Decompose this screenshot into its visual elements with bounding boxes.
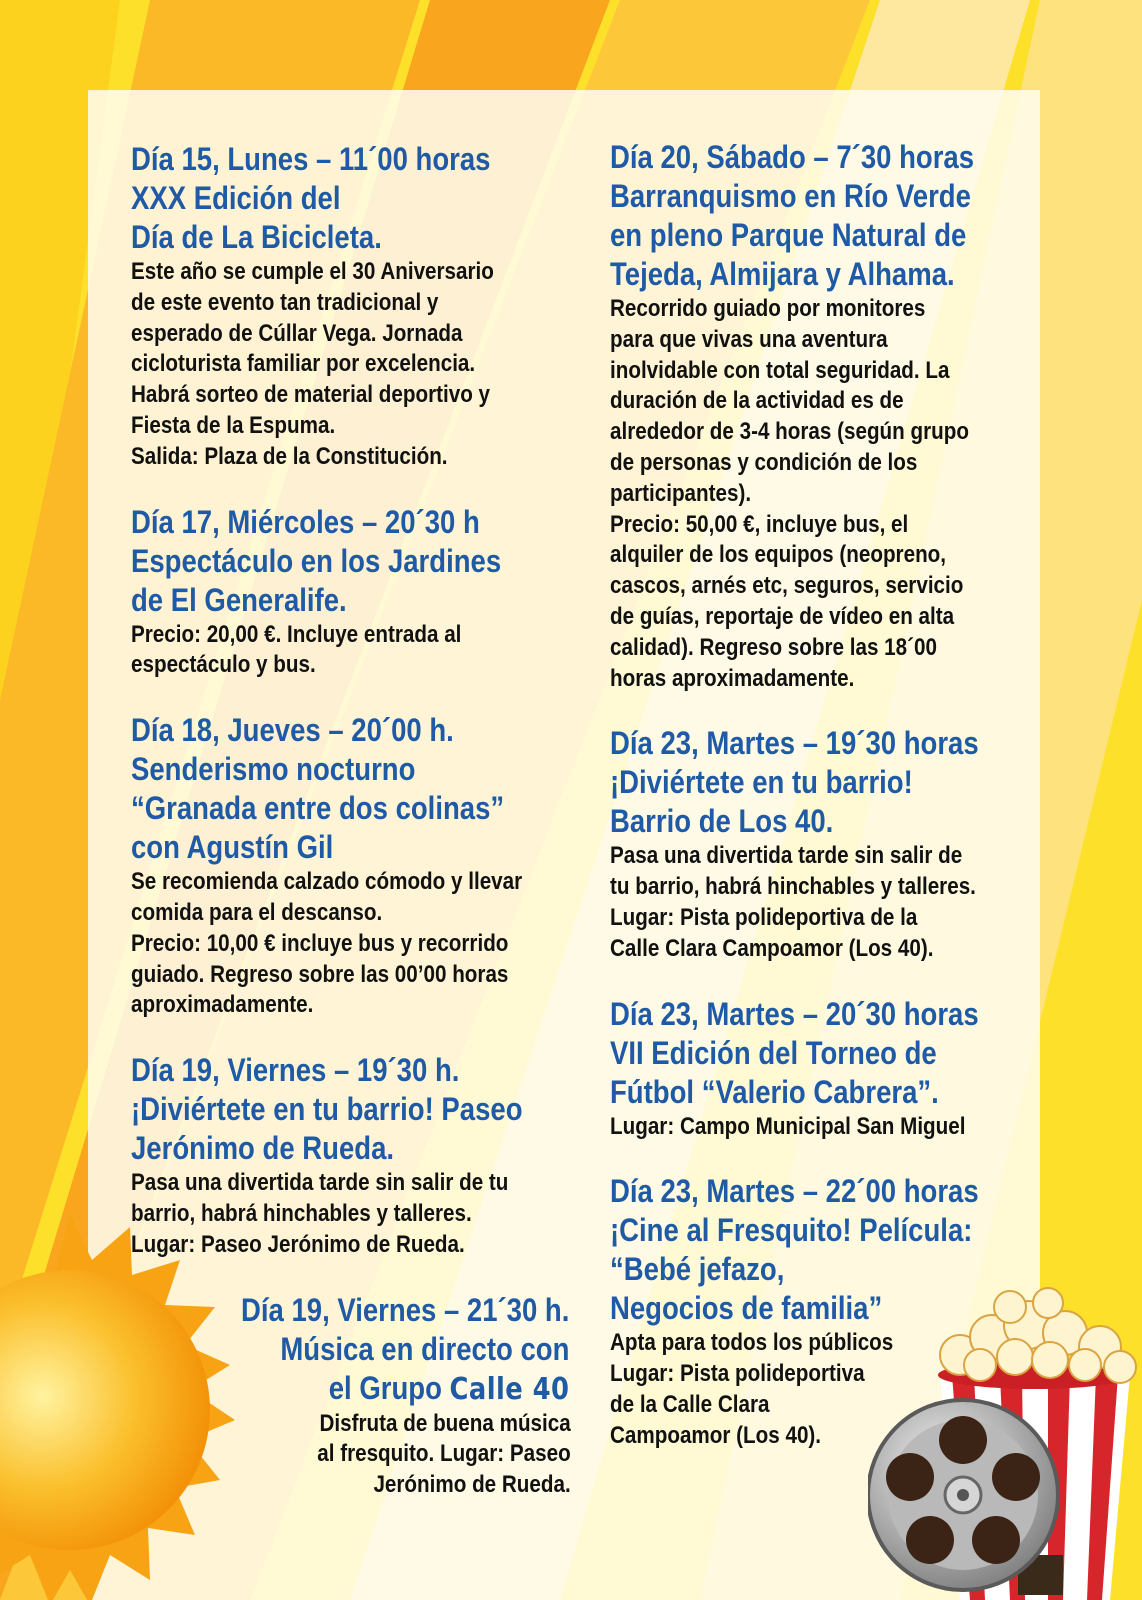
- event-heading: Día 23, Martes – 22´00 horas ¡Cine al Fresquito! Película: “Bebé jefazo, Negocios de familia”: [610, 1173, 979, 1327]
- event-heading: Día 17, Miércoles – 20´30 h Espectáculo en los Jardines de El Generalife.: [131, 503, 502, 618]
- event-night-hiking: [131, 711, 571, 1021]
- event-generalife-show: [131, 503, 571, 682]
- event-live-music: [131, 1291, 571, 1501]
- event-description: Apta para todos los públicos Lugar: Pista polideportiva de la Calle Clara Campoamor (Los 40).: [610, 1329, 894, 1449]
- event-description: Recorrido guiado por monitores para que vivas una aventura inolvidable con total seguridad. La duración de la actividad es de alrededor de 3-4 horas (según grupo de personas y condición de los participantes). Precio: 50,00 €, incluye bus, el alquiler de los equipos (neopreno, cascos, arnés etc, seguros, servicio de guías, reportaje de vídeo en alta calidad). Regreso sobre las 18´00 horas aproximadamente.: [610, 295, 969, 692]
- event-heading: Día 18, Jueves – 20´00 h. Senderismo nocturno “Granada entre dos colinas” con Agustín Gil: [131, 712, 505, 866]
- event-heading: Día 23, Martes – 20´30 horas VII Edición del Torneo de Fútbol “Valerio Cabrera”.: [610, 995, 979, 1110]
- event-description: Pasa una divertida tarde sin salir de tu barrio, habrá hinchables y talleres. Lugar: Paseo Jerónimo de Rueda.: [131, 1169, 509, 1258]
- right-column: [610, 138, 1020, 1482]
- event-heading: Día 19, Viernes – 19´30 h. ¡Diviértete en tu barrio! Paseo Jerónimo de Rueda.: [131, 1052, 523, 1167]
- event-neighborhood-fun-paseo: [131, 1051, 571, 1260]
- event-bicycle-day: [131, 140, 571, 473]
- event-description: Pasa una divertida tarde sin salir de tu barrio, habrá hinchables y talleres. Lugar: Pista polideportiva de la Calle Clara Campoamor (Los 40).: [610, 842, 976, 962]
- band-name: Calle 40: [449, 1371, 570, 1407]
- left-column: [131, 140, 571, 1531]
- event-description: Este año se cumple el 30 Aniversario de este evento tan tradicional y esperado de Cúllar Vega. Jornada cicloturista familiar por excelencia. Habrá sorteo de material deportivo y Fiesta de la Espuma. Salida: Plaza de la Constitución.: [131, 258, 494, 470]
- event-outdoor-cinema: [610, 1172, 1020, 1451]
- event-description: Se recomienda calzado cómodo y llevar comida para el descanso. Precio: 10,00 € incluye bus y recorrido guiado. Regreso sobre las 00’00 horas aproximadamente.: [131, 868, 523, 1019]
- event-description: Lugar: Campo Municipal San Miguel: [610, 1112, 966, 1140]
- event-heading: Día 23, Martes – 19´30 horas ¡Diviértete en tu barrio! Barrio de Los 40.: [610, 725, 979, 840]
- event-canyoning: [610, 138, 1020, 694]
- event-football-tournament: [610, 995, 1020, 1143]
- event-heading: Día 15, Lunes – 11´00 horas XXX Edición del Día de La Bicicleta.: [131, 141, 491, 255]
- event-heading: Día 20, Sábado – 7´30 horas Barranquismo en Río Verde en pleno Parque Natural de Tejeda, Almijara y Alhama.: [610, 139, 975, 292]
- event-description: Precio: 20,00 €. Incluye entrada al espectáculo y bus.: [131, 620, 462, 679]
- event-heading: Día 19, Viernes – 21´30 h. Música en directo con el Grupo Calle 40: [241, 1291, 570, 1407]
- event-neighborhood-fun-los40: [610, 724, 1020, 964]
- event-description: Disfruta de buena música al fresquito. Lugar: Paseo Jerónimo de Rueda.: [317, 1409, 571, 1499]
